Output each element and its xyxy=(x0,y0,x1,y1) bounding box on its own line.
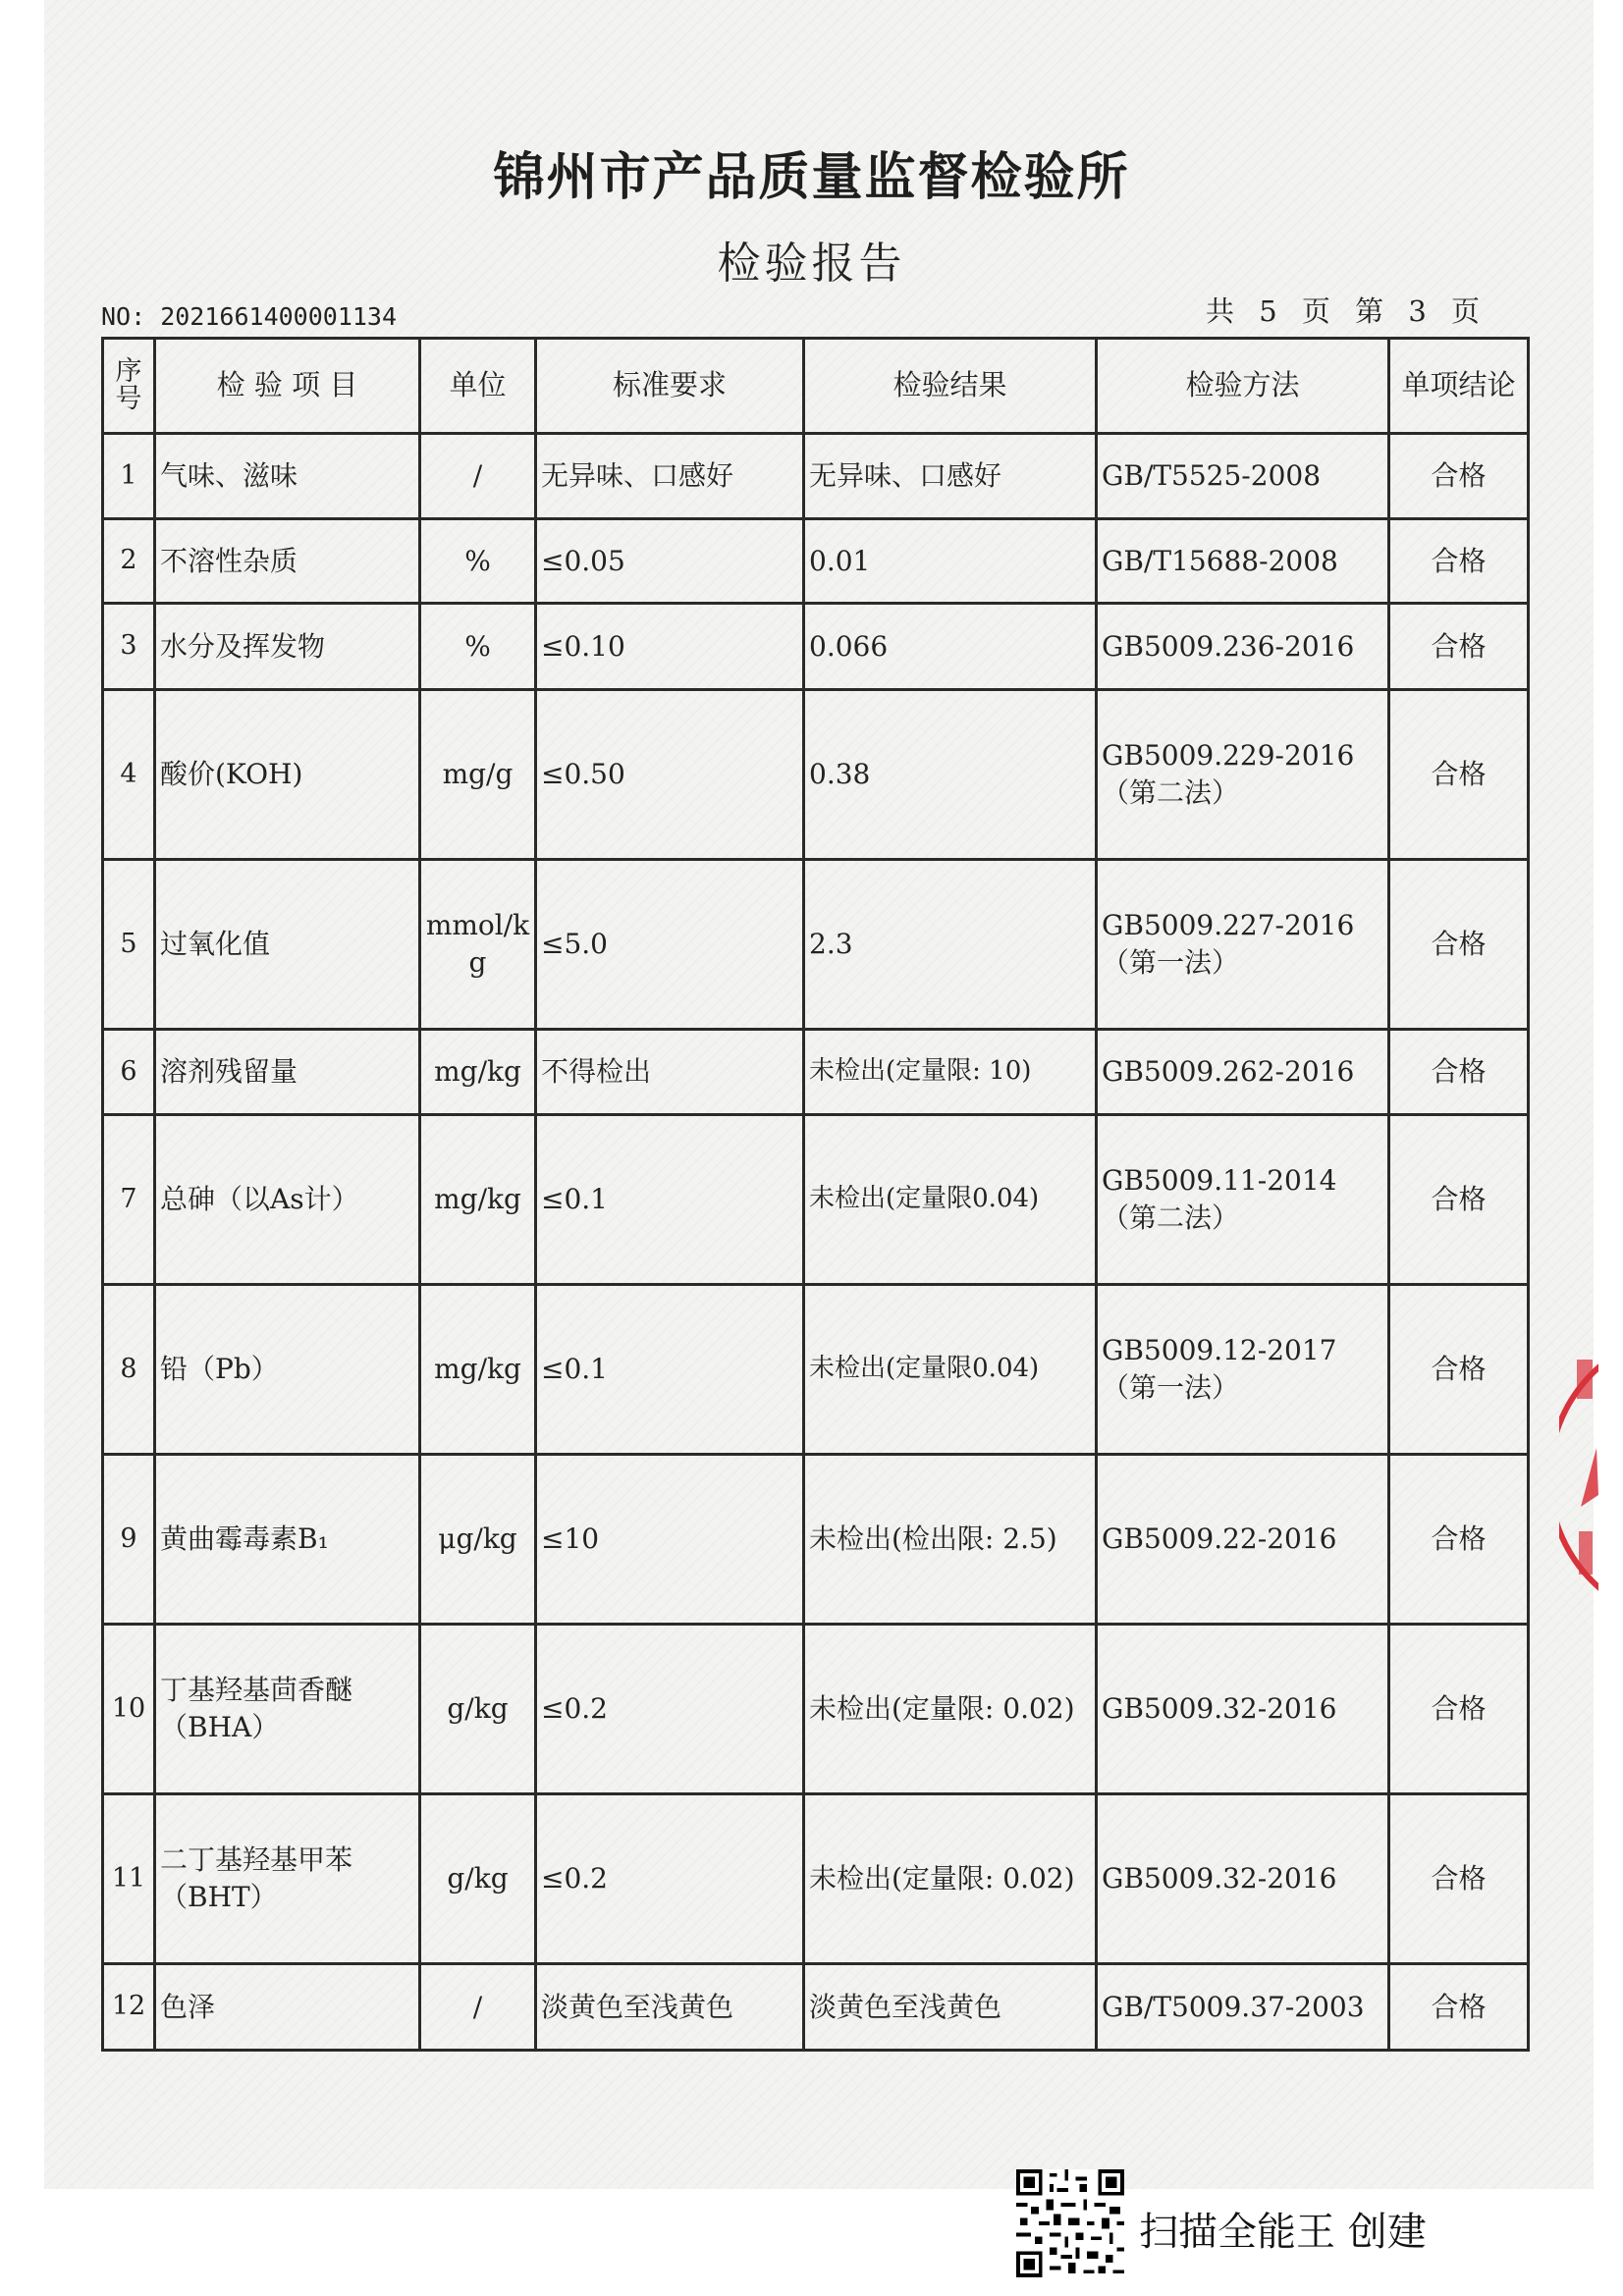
cell-conclusion: 合格 xyxy=(1389,434,1529,519)
cell-item: 黄曲霉毒素B₁ xyxy=(155,1455,420,1625)
header-result: 检验结果 xyxy=(804,339,1097,434)
report-number: NO: 2021661400001134 xyxy=(101,302,398,331)
cell-result: 2.3 xyxy=(804,860,1097,1030)
cell-conclusion: 合格 xyxy=(1389,1285,1529,1455)
cell-conclusion: 合格 xyxy=(1389,1455,1529,1625)
cell-result: 淡黄色至浅黄色 xyxy=(804,1964,1097,2051)
cell-method: GB/T15688-2008 xyxy=(1097,519,1389,604)
red-seal-partial xyxy=(1559,1320,1598,1634)
cell-item: 丁基羟基茴香醚（BHA） xyxy=(155,1625,420,1794)
cell-item: 二丁基羟基甲苯（BHT） xyxy=(155,1794,420,1964)
results-table xyxy=(101,337,1530,2052)
table-row xyxy=(103,519,1529,604)
cell-conclusion: 合格 xyxy=(1389,860,1529,1030)
cell-no: 3 xyxy=(103,604,155,690)
cell-no: 11 xyxy=(103,1794,155,1964)
cell-method: GB5009.12-2017 （第一法） xyxy=(1097,1285,1389,1455)
cell-conclusion: 合格 xyxy=(1389,519,1529,604)
table-row xyxy=(103,1455,1529,1625)
cell-method: GB5009.262-2016 xyxy=(1097,1030,1389,1115)
cell-result: 0.066 xyxy=(804,604,1097,690)
table-row xyxy=(103,1794,1529,1964)
cell-unit: % xyxy=(420,519,536,604)
cell-standard: ≤0.1 xyxy=(536,1285,804,1455)
table-row xyxy=(103,860,1529,1030)
cell-item: 总砷（以As计） xyxy=(155,1115,420,1285)
cell-method: GB5009.22-2016 xyxy=(1097,1455,1389,1625)
cell-item: 铅（Pb） xyxy=(155,1285,420,1455)
cell-method: GB/T5525-2008 xyxy=(1097,434,1389,519)
cell-result: 0.01 xyxy=(804,519,1097,604)
scanner-watermark xyxy=(1016,2169,1527,2287)
cell-result: 0.38 xyxy=(804,690,1097,860)
cell-method: GB5009.32-2016 xyxy=(1097,1625,1389,1794)
cell-conclusion: 合格 xyxy=(1389,604,1529,690)
page-count: 共 5 页 第 3 页 xyxy=(1206,294,1488,328)
cell-item: 气味、滋味 xyxy=(155,434,420,519)
table-row xyxy=(103,1625,1529,1794)
cell-method: GB5009.227-2016 （第一法） xyxy=(1097,860,1389,1030)
cell-unit: mmol/kg xyxy=(420,860,536,1030)
cell-unit: g/kg xyxy=(420,1625,536,1794)
cell-conclusion: 合格 xyxy=(1389,1030,1529,1115)
institute-title: 锦州市产品质量监督检验所 xyxy=(493,147,1130,207)
cell-no: 2 xyxy=(103,519,155,604)
cell-method: GB5009.236-2016 xyxy=(1097,604,1389,690)
qr-code-icon xyxy=(1016,2169,1124,2277)
table-row xyxy=(103,690,1529,860)
cell-result: 未检出(定量限: 0.02) xyxy=(804,1794,1097,1964)
cell-conclusion: 合格 xyxy=(1389,1794,1529,1964)
header-standard: 标准要求 xyxy=(536,339,804,434)
cell-no: 8 xyxy=(103,1285,155,1455)
header-method: 检验方法 xyxy=(1097,339,1389,434)
cell-result: 未检出(定量限: 0.02) xyxy=(804,1625,1097,1794)
cell-unit: mg/kg xyxy=(420,1285,536,1455)
scanner-watermark-text: 扫描全能王 创建 xyxy=(1139,2210,1427,2255)
cell-no: 1 xyxy=(103,434,155,519)
cell-standard: 淡黄色至浅黄色 xyxy=(536,1964,804,2051)
cell-result: 未检出(定量限: 10) xyxy=(804,1030,1097,1115)
table-row xyxy=(103,1964,1529,2051)
cell-conclusion: 合格 xyxy=(1389,1625,1529,1794)
table-row xyxy=(103,434,1529,519)
cell-no: 12 xyxy=(103,1964,155,2051)
table-row xyxy=(103,604,1529,690)
header-item: 检 验 项 目 xyxy=(155,339,420,434)
cell-method: GB5009.11-2014 （第二法） xyxy=(1097,1115,1389,1285)
header-unit: 单位 xyxy=(420,339,536,434)
cell-conclusion: 合格 xyxy=(1389,690,1529,860)
cell-result: 未检出(定量限0.04) xyxy=(804,1285,1097,1455)
report-title: 检验报告 xyxy=(717,239,906,289)
cell-unit: / xyxy=(420,434,536,519)
cell-item: 不溶性杂质 xyxy=(155,519,420,604)
cell-standard: 不得检出 xyxy=(536,1030,804,1115)
cell-result: 未检出(检出限: 2.5) xyxy=(804,1455,1097,1625)
cell-item: 溶剂残留量 xyxy=(155,1030,420,1115)
cell-unit: mg/g xyxy=(420,690,536,860)
cell-standard: 无异味、口感好 xyxy=(536,434,804,519)
cell-standard: ≤5.0 xyxy=(536,860,804,1030)
cell-standard: ≤0.1 xyxy=(536,1115,804,1285)
table-row xyxy=(103,1285,1529,1455)
cell-standard: ≤0.05 xyxy=(536,519,804,604)
table-row xyxy=(103,1030,1529,1115)
cell-no: 10 xyxy=(103,1625,155,1794)
cell-conclusion: 合格 xyxy=(1389,1115,1529,1285)
cell-item: 酸价(KOH) xyxy=(155,690,420,860)
cell-no: 9 xyxy=(103,1455,155,1625)
cell-standard: ≤0.2 xyxy=(536,1794,804,1964)
cell-unit: mg/kg xyxy=(420,1030,536,1115)
cell-result: 未检出(定量限0.04) xyxy=(804,1115,1097,1285)
cell-conclusion: 合格 xyxy=(1389,1964,1529,2051)
cell-method: GB5009.32-2016 xyxy=(1097,1794,1389,1964)
cell-item: 过氧化值 xyxy=(155,860,420,1030)
cell-result: 无异味、口感好 xyxy=(804,434,1097,519)
cell-item: 色泽 xyxy=(155,1964,420,2051)
cell-standard: ≤0.10 xyxy=(536,604,804,690)
cell-no: 4 xyxy=(103,690,155,860)
cell-unit: g/kg xyxy=(420,1794,536,1964)
cell-no: 6 xyxy=(103,1030,155,1115)
cell-unit: / xyxy=(420,1964,536,2051)
table-header-row xyxy=(103,339,1529,434)
cell-no: 7 xyxy=(103,1115,155,1285)
cell-method: GB/T5009.37-2003 xyxy=(1097,1964,1389,2051)
cell-item: 水分及挥发物 xyxy=(155,604,420,690)
cell-standard: ≤0.50 xyxy=(536,690,804,860)
cell-standard: ≤0.2 xyxy=(536,1625,804,1794)
header-no: 序号 xyxy=(103,339,155,434)
seal-icon xyxy=(1559,1320,1598,1634)
cell-standard: ≤10 xyxy=(536,1455,804,1625)
table-row xyxy=(103,1115,1529,1285)
header-conclusion: 单项结论 xyxy=(1389,339,1529,434)
cell-unit: μg/kg xyxy=(420,1455,536,1625)
cell-no: 5 xyxy=(103,860,155,1030)
cell-method: GB5009.229-2016 （第二法） xyxy=(1097,690,1389,860)
cell-unit: mg/kg xyxy=(420,1115,536,1285)
cell-unit: % xyxy=(420,604,536,690)
